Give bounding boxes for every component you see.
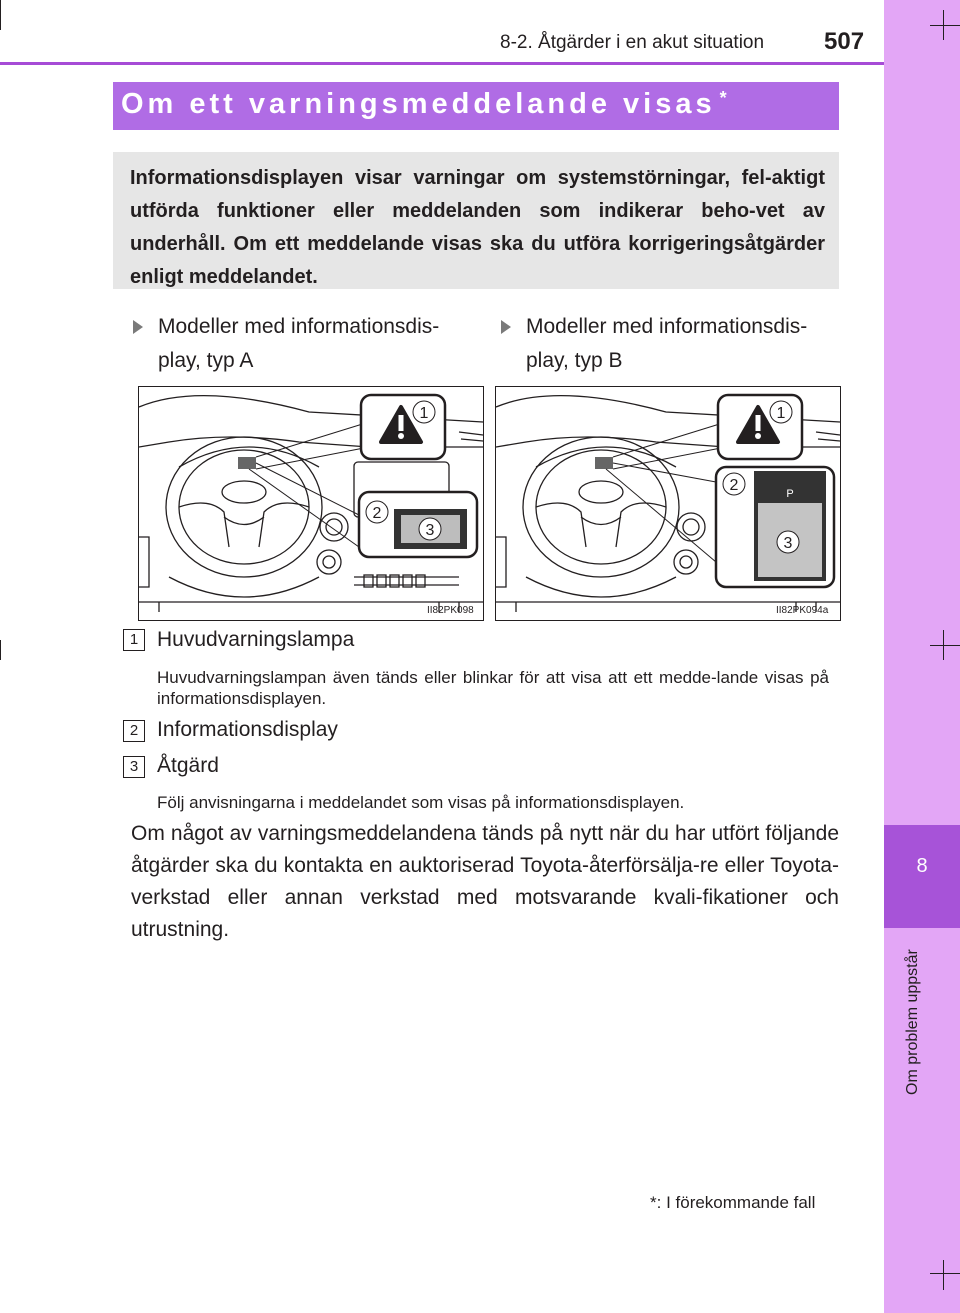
dashboard-illustration [139,387,483,620]
bullet-triangle-icon [501,320,511,334]
footnote-star: * [650,1193,657,1212]
figure-code: II82PK094a [776,605,829,616]
display-gear-indicator: P [786,488,794,500]
callout-2: 2 [729,477,739,494]
crop-mark [0,640,1,660]
item-number-2: 2 [123,720,145,742]
callout-1: 1 [419,405,429,422]
crop-mark [930,25,960,26]
item-number-3: 3 [123,756,145,778]
callout-2: 2 [372,505,382,522]
intro-box [113,152,839,289]
callout-3: 3 [425,522,435,539]
section-title: 8-2. Åtgärder i en akut situation [500,32,765,53]
item-desc-3: Följ anvisningarna i meddelandet som visas på informationsdisplayen. [157,793,685,812]
item-label-1: Huvudvarningslampa [157,628,355,651]
crop-mark [930,1273,960,1274]
callout-3: 3 [783,535,793,552]
page-title: Om ett varningsmeddelande visas [121,88,716,120]
chapter-number: 8 [916,855,928,877]
figure-dashboard-type-a [138,386,484,621]
crop-mark [943,1260,944,1290]
item-label-3: Åtgärd [157,754,219,777]
figure-code: II82PK098 [427,605,474,616]
model-caption-a [133,310,478,380]
callout-1: 1 [776,405,786,422]
model-a-line2: play, typ A [158,349,254,372]
footnote [650,1193,815,1213]
page-number: 507 [824,28,865,55]
bullet-triangle-icon [133,320,143,334]
chapter-label: Om problem uppstår [904,949,921,1095]
footnote-text: : I förekommande fall [656,1193,816,1212]
item-label-2: Informationsdisplay [157,718,338,741]
chapter-number-box [884,825,960,928]
figure-dashboard-type-b [495,386,841,621]
item-number-1: 1 [123,629,145,651]
crop-mark [0,0,1,30]
dashboard-illustration [496,387,840,620]
intro-text: Informationsdisplayen visar varningar om systemstörningar, fel-aktigt utförda funktioner eller meddelanden som indikerar beho-vet av underhåll. Om ett meddelande visas ska du utföra korrigeringsåtgärder enligt meddelandet. [130,167,825,288]
item-desc-1: Huvudvarningslampan även tänds eller blinkar för att visa att ett medde-lande visas på informationsdisplayen. [157,668,829,708]
model-b-line1: Modeller med informationsdis- [526,315,808,338]
header-rule [0,62,884,65]
crop-mark [930,645,960,646]
model-b-line2: play, typ B [526,349,623,372]
chapter-side-tab [884,0,960,1313]
model-a-line1: Modeller med informationsdis- [158,315,440,338]
title-star: * [719,88,727,108]
model-caption-b [501,310,846,380]
body-paragraph: Om något av varningsmeddelandena tänds på nytt när du har utfört följande åtgärder ska du kontakta en auktoriserad Toyota-återförsälja-re eller Toyota-verkstad eller annan verkstad med motsvarande kvali-fikationer och utrustning. [131,822,839,941]
page-title-bar [113,82,839,130]
